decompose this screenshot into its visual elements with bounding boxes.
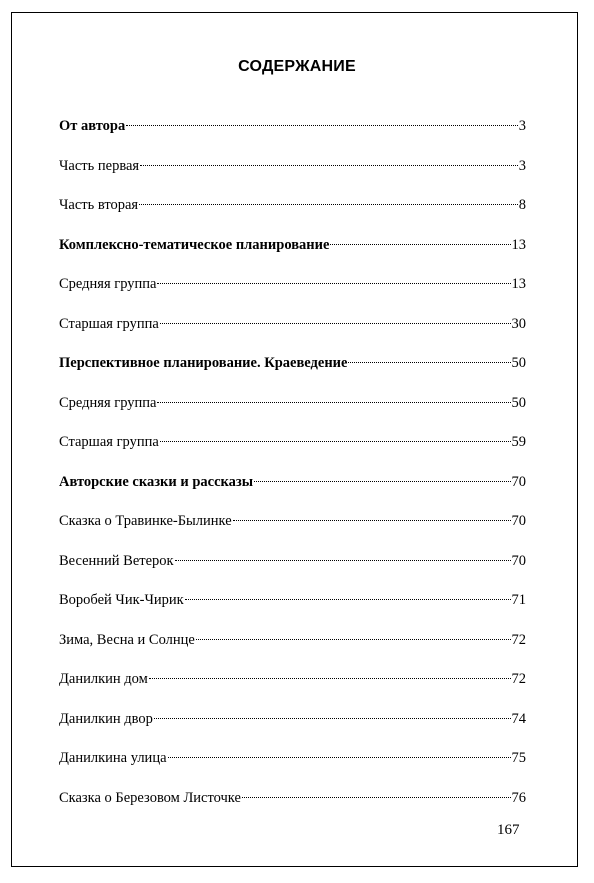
toc-entry-page: 74 <box>511 710 526 727</box>
toc-entry <box>59 353 526 393</box>
toc-entry-page: 59 <box>511 434 526 450</box>
toc-entry <box>59 393 526 433</box>
toc-entry-title: Сказка о Травинке-Былинке <box>59 513 232 529</box>
toc-entry-title: Часть вторая <box>59 197 139 213</box>
toc-entry-page: 8 <box>518 197 526 213</box>
dot-leader <box>157 283 510 284</box>
toc-entry <box>59 156 526 196</box>
toc-entry <box>59 709 526 749</box>
toc-entry <box>59 432 526 472</box>
page-number: 167 <box>497 822 520 838</box>
toc-entry <box>59 472 526 512</box>
toc-entry <box>59 669 526 709</box>
toc-entry-title: Весенний Ветерок <box>59 552 174 569</box>
toc-entry <box>59 235 526 275</box>
toc-entry-page: 3 <box>518 118 526 134</box>
toc-entry-title: Данилкин двор <box>59 710 153 727</box>
dot-leader <box>140 165 518 166</box>
toc-entry-page: 70 <box>511 473 526 490</box>
toc-entry <box>59 274 526 314</box>
toc-entry-title: Воробей Чик-Чирик <box>59 592 184 608</box>
toc-entry-title: От автора <box>59 118 126 134</box>
dot-leader <box>139 204 518 205</box>
dot-leader <box>154 718 511 719</box>
dot-leader <box>149 678 511 679</box>
toc-entry <box>59 314 526 354</box>
dot-leader <box>330 244 510 245</box>
toc-entry-title: Комплексно-тематическое планирование <box>59 236 330 253</box>
toc-entry <box>59 630 526 670</box>
toc-entry <box>59 195 526 235</box>
dot-leader <box>185 599 511 600</box>
dot-leader <box>168 757 511 758</box>
toc-entry-title: Данилкина улица <box>59 750 167 766</box>
toc-entry <box>59 551 526 591</box>
toc-entry-title: Старшая группа <box>59 315 159 332</box>
toc-entry-page: 75 <box>511 750 526 766</box>
toc-entry-page: 70 <box>511 513 526 529</box>
dot-leader <box>242 797 511 798</box>
toc-entry-page: 3 <box>518 157 526 174</box>
table-of-contents <box>59 116 526 827</box>
toc-entry-title: Средняя группа <box>59 394 157 411</box>
toc-entry-page: 72 <box>511 671 526 687</box>
toc-entry-page: 50 <box>511 355 526 371</box>
toc-entry-page: 72 <box>511 631 526 648</box>
toc-entry-title: Часть первая <box>59 157 140 174</box>
dot-leader <box>196 639 511 640</box>
toc-entry <box>59 590 526 630</box>
toc-entry-page: 13 <box>511 236 526 253</box>
toc-entry-title: Зима, Весна и Солнце <box>59 631 195 648</box>
toc-entry-page: 70 <box>511 552 526 569</box>
dot-leader <box>157 402 510 403</box>
page-title: СОДЕРЖАНИЕ <box>238 58 356 75</box>
dot-leader <box>233 520 511 521</box>
toc-entry-title: Сказка о Березовом Листочке <box>59 789 241 806</box>
dot-leader <box>126 125 518 126</box>
toc-entry-page: 50 <box>511 394 526 411</box>
dot-leader <box>348 362 510 363</box>
toc-entry-title: Авторские сказки и рассказы <box>59 473 254 490</box>
toc-entry-title: Средняя группа <box>59 276 157 292</box>
dot-leader <box>160 323 511 324</box>
dot-leader <box>160 441 511 442</box>
toc-entry <box>59 748 526 788</box>
toc-entry-page: 30 <box>511 315 526 332</box>
toc-entry-title: Перспективное планирование. Краеведение <box>59 355 348 371</box>
dot-leader <box>175 560 511 561</box>
toc-entry-title: Данилкин дом <box>59 671 148 687</box>
dot-leader <box>254 481 510 482</box>
toc-entry-page: 76 <box>511 789 526 806</box>
toc-entry <box>59 116 526 156</box>
toc-entry <box>59 511 526 551</box>
toc-entry <box>59 788 526 828</box>
toc-entry-page: 71 <box>511 592 526 608</box>
toc-entry-title: Старшая группа <box>59 434 159 450</box>
toc-entry-page: 13 <box>511 276 526 292</box>
